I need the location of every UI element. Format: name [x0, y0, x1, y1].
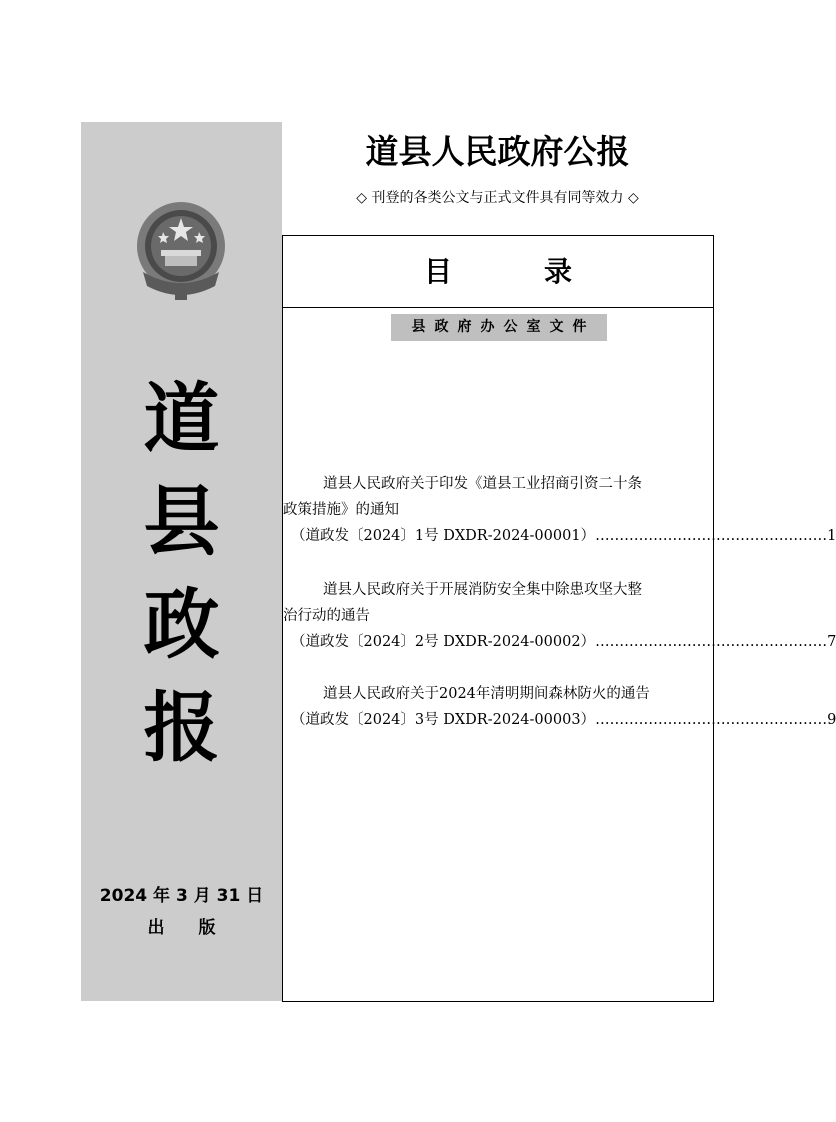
- toc-entry-title-line1: 道县人民政府关于开展消防安全集中除患攻坚大整: [323, 582, 642, 598]
- left-sidebar: [81, 122, 282, 1001]
- national-emblem-icon: [125, 194, 238, 307]
- toc-box: [282, 235, 836, 1002]
- publication-date: 2024 年 3 月 31 日: [99, 886, 264, 906]
- toc-heading: 目录: [423, 255, 664, 288]
- toc-entry[interactable]: [283, 577, 836, 655]
- toc-entry-page: 1: [827, 528, 836, 544]
- toc-entry-ref: [291, 523, 836, 549]
- page-title: 道县人民政府公报: [365, 132, 630, 171]
- toc-entry-title-line2: 治行动的通告: [283, 608, 370, 624]
- toc-entry-page: 7: [827, 634, 836, 650]
- toc-entry[interactable]: [283, 471, 836, 549]
- toc-entry-docnumber: （道政发〔2024〕2号 DXDR-2024-00002）: [291, 634, 596, 650]
- toc-entry-title-line1: 道县人民政府关于2024年清明期间森林防火的通告: [323, 686, 650, 702]
- leader-dots: …………………………………………: [595, 528, 828, 544]
- toc-entry-title-line1: 道县人民政府关于印发《道县工业招商引资二十条: [323, 476, 642, 492]
- page-subtitle: ◇ 刊登的各类公文与正式文件具有同等效力 ◇: [356, 190, 639, 206]
- vertical-title-char: 政: [143, 580, 220, 669]
- toc-entry-docnumber: （道政发〔2024〕3号 DXDR-2024-00003）: [291, 712, 596, 728]
- publication-note: 出版: [147, 918, 250, 938]
- toc-header: [283, 236, 713, 308]
- leader-dots: …………………………………………: [595, 712, 828, 728]
- vertical-title-char: 道: [143, 374, 220, 463]
- toc-entry-page: 9: [827, 712, 836, 728]
- toc-entry[interactable]: [283, 681, 836, 733]
- vertical-title: [81, 367, 282, 779]
- vertical-title-char: 报: [143, 683, 220, 772]
- vertical-title-char: 县: [143, 477, 220, 566]
- section-label: 县政府办公室文件: [391, 314, 607, 341]
- toc-entry-title-line2: 政策措施》的通知: [283, 502, 399, 518]
- toc-entry-docnumber: （道政发〔2024〕1号 DXDR-2024-00001）: [291, 528, 596, 544]
- toc-entry-ref: [291, 707, 836, 733]
- leader-dots: …………………………………………: [595, 634, 828, 650]
- toc-entry-ref: [291, 629, 836, 655]
